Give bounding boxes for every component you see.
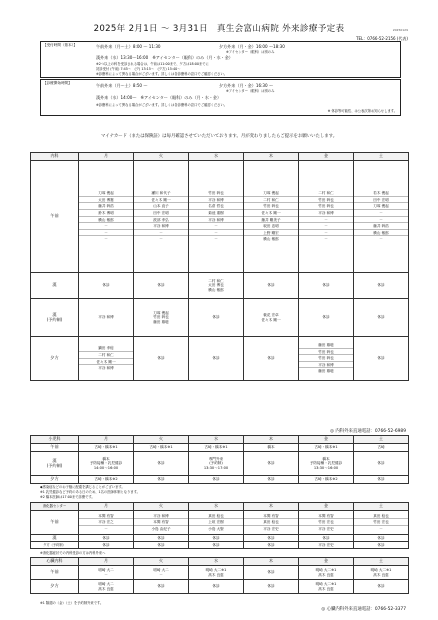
doctor-entry: 小島 由紀子 bbox=[151, 526, 171, 531]
reception-hours-box bbox=[40, 41, 401, 78]
gastro-kampo-fri: 休診 bbox=[299, 535, 354, 542]
gastro-kampo-thu: 休診 bbox=[244, 535, 299, 542]
doctor-entry: 休診 bbox=[267, 570, 275, 575]
gastro-eve-wed: 休診 bbox=[189, 542, 244, 549]
main-phone: TEL：0766-52-2156 (代表) bbox=[356, 36, 408, 41]
gastro-morning-thu bbox=[244, 511, 299, 535]
day-fri: 金 bbox=[299, 153, 354, 161]
cardio-eve-wed bbox=[189, 580, 244, 594]
doctor-entry: 明崎 大二 bbox=[98, 568, 114, 573]
consult-pm: 夕方外来（月・金）16:30 ～ bbox=[219, 83, 274, 88]
cardio-morning-tue bbox=[134, 566, 189, 580]
doctor-entry: 休診 bbox=[157, 356, 165, 361]
ped-eve-thu: 休診 bbox=[244, 476, 299, 484]
doctor-entry: － bbox=[299, 223, 353, 230]
ped-pm-wed: 専門外来 (予約制) 13:30～17:00 bbox=[189, 452, 244, 476]
doctor-entry: － bbox=[104, 572, 108, 577]
cardio-phone: ◎ 心臓内科外来直通電話：0766-52-3377 bbox=[321, 607, 406, 612]
doctor-entry: 平谷 宏之 bbox=[79, 519, 133, 526]
doctor-entry: 明崎 大二※1 bbox=[205, 568, 227, 573]
pediatrics-note-1: ◆感染症などのお子様に配慮を講じることがございます。 bbox=[40, 485, 125, 489]
day-sat: 土 bbox=[354, 436, 409, 444]
doctor-entry: 竹田 幹也 bbox=[299, 349, 353, 356]
ped-morning-mon: 古崎・橋本※1 bbox=[79, 444, 134, 452]
doctor-entry: 藤井 幹浩 bbox=[79, 203, 133, 210]
doctor-entry: 横山 敏郎 bbox=[208, 287, 224, 292]
doctor-entry: 休診 bbox=[377, 584, 385, 589]
dept-label: 心臓内科 bbox=[31, 558, 79, 566]
day-mon: 月 bbox=[79, 503, 134, 511]
evening-fri bbox=[299, 337, 354, 381]
evening-tue bbox=[134, 337, 189, 381]
special-wed: 休診 bbox=[189, 299, 244, 337]
cardio-header-row bbox=[31, 558, 409, 566]
reception-pm-note: ※アイセンター（眼科）は別のみ bbox=[226, 50, 275, 54]
gastro-morning-mon bbox=[79, 511, 134, 535]
cardio-eve-fri bbox=[299, 580, 354, 594]
doctor-entry: 休診 bbox=[267, 356, 275, 361]
doctor-entry: 刀塚 俊起 bbox=[79, 190, 133, 197]
cardio-morning-fri bbox=[299, 566, 354, 580]
gastro-header-row bbox=[31, 503, 409, 511]
ped-morning-fri: 古崎・橋本※1 bbox=[299, 444, 354, 452]
mynumber-notice: マイナカード（または保険証）は毎月確認させていただいております。月が変わりましたらご提示をお願いいたします。 bbox=[100, 134, 338, 139]
doctor-entry: － bbox=[159, 572, 163, 577]
ped-eve-mon: 古崎・橋本※2 bbox=[79, 476, 134, 484]
cardio-morning-sat bbox=[354, 566, 409, 580]
day-wed: 水 bbox=[189, 436, 244, 444]
doctor-entry: － bbox=[79, 223, 133, 230]
ped-pm-thu: 休診 bbox=[244, 452, 299, 476]
gastro-morning-tue bbox=[134, 511, 189, 535]
cardiology-table bbox=[30, 557, 409, 594]
reception-note-3: ※診療科によって異なる場合がございます。詳しくは各診療科の窓口でご確認ください。 bbox=[96, 72, 228, 76]
doctor-entry: 高木 良恵 bbox=[318, 586, 334, 591]
day-wed: 水 bbox=[189, 503, 244, 511]
consultation-hours-box bbox=[40, 79, 401, 116]
doctor-entry: 平谷 和博 bbox=[134, 223, 188, 230]
doctor-entry: － bbox=[79, 230, 133, 237]
internal-phone: ◎ 内科外来直通電話：0766-52-6989 bbox=[330, 429, 406, 434]
gastro-eve-tue: 休診 bbox=[134, 542, 189, 549]
day-sat: 土 bbox=[354, 503, 409, 511]
day-mon: 月 bbox=[79, 558, 134, 566]
doctor-entry: 太田 博也 bbox=[208, 283, 224, 288]
pediatrics-header-row bbox=[31, 436, 409, 444]
doctor-entry: 平谷 和博 bbox=[299, 362, 353, 369]
gastro-kampo-wed: 休診 bbox=[189, 535, 244, 542]
ped-morning-sat: 古崎 bbox=[354, 444, 409, 452]
doctor-entry: － bbox=[104, 237, 108, 242]
row-label: 午前 bbox=[31, 566, 79, 580]
doctor-entry: 平谷 宏史 bbox=[318, 526, 334, 531]
doctor-entry: 波部 孝弘 bbox=[134, 217, 188, 224]
doctor-entry: 二村 和仁 bbox=[299, 190, 353, 197]
doctor-entry: 本間 有智 bbox=[134, 519, 188, 526]
doctor-entry: 明崎 大二 bbox=[98, 582, 114, 587]
pediatrics-note-3: ※2 橋本医師は17:00まで診療です。 bbox=[40, 495, 95, 499]
doctor-entry: 瀬川 和代子 bbox=[134, 190, 188, 197]
doctor-entry: 鍋田 孝稔 bbox=[79, 345, 133, 352]
dept-label: 消化器センター bbox=[31, 503, 79, 511]
doctor-entry: 休診 bbox=[157, 584, 165, 589]
kampo-tue: 休診 bbox=[134, 273, 189, 299]
day-mon: 月 bbox=[79, 153, 134, 161]
gastro-evening-row bbox=[31, 542, 409, 549]
doctor-entry: － bbox=[214, 237, 218, 242]
doctor-entry: － bbox=[134, 230, 188, 237]
row-label: 夕方（予約制） bbox=[31, 542, 79, 549]
day-thu: 木 bbox=[244, 558, 299, 566]
row-label: 夕方 bbox=[31, 580, 79, 594]
doctor-entry: 明崎 大二※1 bbox=[315, 568, 337, 573]
morning-thu bbox=[244, 161, 299, 273]
ped-pm-tue: 休診 bbox=[134, 452, 189, 476]
special-tue bbox=[134, 299, 189, 337]
cardio-eve-mon bbox=[79, 580, 134, 594]
kampo-fri: 休診 bbox=[299, 273, 354, 299]
morning-sat bbox=[354, 161, 409, 273]
row-label: 漢 (予約制) bbox=[31, 452, 79, 476]
row-label: 漢 (予約制) bbox=[31, 299, 79, 337]
consult-kampo: 漢外来（水）14:00～ ※アイセンター（眼科）のみ（月・水・金） bbox=[96, 95, 222, 100]
day-wed: 水 bbox=[189, 558, 244, 566]
doctor-entry: － bbox=[299, 217, 353, 224]
evening-wed bbox=[189, 337, 244, 381]
gastro-kampo-tue: 休診 bbox=[134, 535, 189, 542]
internal-kampo-row bbox=[31, 273, 409, 299]
gastro-morning-fri bbox=[299, 511, 354, 535]
evening-thu bbox=[244, 337, 299, 381]
day-tue: 火 bbox=[134, 153, 189, 161]
doctor-entry: － bbox=[354, 217, 408, 224]
doctor-entry: 平谷 和博 bbox=[189, 197, 243, 204]
doctor-entry: 刀塚 俊起 bbox=[354, 203, 408, 210]
day-mon: 月 bbox=[79, 436, 134, 444]
doctor-entry: 藤田 雄聡 bbox=[318, 369, 334, 374]
doctor-entry: 竹田 宏也 bbox=[299, 519, 353, 526]
row-label: 午前 bbox=[31, 511, 79, 535]
doctor-entry: 坂田 忠明 bbox=[244, 223, 298, 230]
day-sat: 土 bbox=[354, 558, 409, 566]
ped-morning-thu: 橋本 bbox=[244, 444, 299, 452]
doctor-entry: 田中 宏明 bbox=[134, 210, 188, 217]
morning-mon bbox=[79, 161, 134, 273]
doctor-entry: － bbox=[159, 237, 163, 242]
cardio-note: ※1 隔週の（金）（土）を予約制外来です。 bbox=[40, 601, 104, 605]
doctor-entry: 高木 良恵 bbox=[98, 586, 114, 591]
row-label: 夕方 bbox=[31, 337, 79, 381]
day-fri: 金 bbox=[299, 503, 354, 511]
doctor-entry: 佐々木 剛一 bbox=[79, 359, 133, 366]
cardio-evening-row bbox=[31, 580, 409, 594]
doctor-entry: 休診 bbox=[212, 356, 220, 361]
consult-pm-note: ※アイセンター（眼科）は別のみ bbox=[226, 89, 275, 93]
day-sat: 土 bbox=[354, 153, 409, 161]
reception-pm: 夕方外来（月・金）16:00 ～18:30 bbox=[219, 44, 285, 49]
doctor-entry: 菊池 重樹 bbox=[189, 210, 243, 217]
internal-medicine-table bbox=[30, 152, 409, 381]
ped-morning-wed: 古崎・橋本※1 bbox=[189, 444, 244, 452]
internal-header-row bbox=[31, 153, 409, 161]
doctor-entry: 竹田 幹也 bbox=[299, 203, 353, 210]
page-title: 2025年 2月1日 ～ 3月31日 真生会富山病院 外来診療予定表 bbox=[93, 24, 345, 34]
doctor-entry: 明崎 大二 bbox=[153, 568, 169, 573]
day-tue: 火 bbox=[134, 503, 189, 511]
special-mon: 平谷 和博 bbox=[79, 299, 134, 337]
row-label: 夕方 bbox=[31, 476, 79, 484]
cardio-morning-thu bbox=[244, 566, 299, 580]
doctor-entry: 平谷 宏史 bbox=[263, 526, 279, 531]
doctor-entry: － bbox=[379, 237, 383, 242]
doctor-entry: 佐々木 剛一 bbox=[134, 197, 188, 204]
doctor-entry: 山本 直子 bbox=[134, 203, 188, 210]
gastro-eve-fri: 平谷 宏史 bbox=[299, 542, 354, 549]
gastro-eve-thu: 休診 bbox=[244, 542, 299, 549]
special-thu bbox=[244, 299, 299, 337]
doctor-entry: 萩花 宏卓 bbox=[263, 313, 279, 318]
doctor-entry: 平谷 和博 bbox=[134, 513, 188, 520]
doctor-entry: 横山 敏郎 bbox=[354, 230, 408, 237]
doctor-entry: 竹田 幹也 bbox=[153, 315, 169, 320]
doctor-entry: 刀塚 俊起 bbox=[244, 190, 298, 197]
doctor-entry: 刀塚 俊起 bbox=[153, 310, 169, 315]
morning-tue bbox=[134, 161, 189, 273]
row-label: 漢 bbox=[31, 535, 79, 542]
ped-eve-sat: 休診 bbox=[354, 476, 409, 484]
pediatrics-note-2: ※1 乳児健診など予約のある日のため、1名の医師体制となります。 bbox=[40, 490, 140, 494]
doctor-entry: 竹田 幹也 bbox=[299, 355, 353, 362]
consult-note-4: ※ 休診等可能性、は公表次第お知らせします。 bbox=[327, 109, 397, 113]
document-code: 20250129 bbox=[392, 28, 408, 32]
pediatrics-morning-row bbox=[31, 444, 409, 452]
day-thu: 木 bbox=[244, 153, 299, 161]
gastro-note: ※消化器症状での内科受診の方は内科外来へ bbox=[40, 551, 106, 555]
gastro-morning-wed bbox=[189, 511, 244, 535]
dept-label: 小児科 bbox=[31, 436, 79, 444]
internal-morning-row bbox=[31, 161, 409, 273]
internal-special-row bbox=[31, 299, 409, 337]
cardio-morning-mon bbox=[79, 566, 134, 580]
cardio-eve-tue bbox=[134, 580, 189, 594]
doctor-entry: 若木 俊起 bbox=[354, 190, 408, 197]
dept-label: 内科 bbox=[31, 153, 79, 161]
doctor-entry: 藤田 雄聡 bbox=[299, 342, 353, 349]
doctor-entry: 休診 bbox=[267, 584, 275, 589]
gastro-eve-mon: 休診 bbox=[79, 542, 134, 549]
day-wed: 水 bbox=[189, 153, 244, 161]
cardio-morning-wed bbox=[189, 566, 244, 580]
gastro-kampo-sat: 休診 bbox=[354, 535, 409, 542]
cardio-morning-row bbox=[31, 566, 409, 580]
doctor-entry: 佐々木 剛一 bbox=[244, 210, 298, 217]
ped-pm-fri: 橋本 予防接種・乳児健診 13:30～16:00 bbox=[299, 452, 354, 476]
gastro-kampo-row bbox=[31, 535, 409, 542]
reception-kampo: 漢外来（水）13:30～16:00 ※アイセンター（眼科）のみ（月・水・金） bbox=[96, 55, 233, 60]
row-label: 漢 bbox=[31, 273, 79, 299]
day-tue: 火 bbox=[134, 436, 189, 444]
reception-note-1: ※2つ以上の科を受診される場合は、午前は11:00まで、夕方は18:00までに bbox=[96, 62, 209, 66]
doctor-entry: － bbox=[189, 223, 243, 230]
kampo-thu: 休診 bbox=[244, 273, 299, 299]
special-fri: 休診 bbox=[299, 299, 354, 337]
doctor-entry: 上垣 宏樹 bbox=[189, 519, 243, 526]
doctor-entry: － bbox=[379, 526, 383, 531]
internal-evening-row bbox=[31, 337, 409, 381]
gastro-table bbox=[30, 502, 409, 549]
pediatrics-table bbox=[30, 435, 409, 484]
doctor-entry: 藤井 剛美子 bbox=[244, 217, 298, 224]
doctor-entry: 田中 宏明 bbox=[354, 197, 408, 204]
kampo-sat: 休診 bbox=[354, 273, 409, 299]
ped-eve-tue: 休診 bbox=[134, 476, 189, 484]
doctor-entry: － bbox=[354, 210, 408, 217]
gastro-morning-row bbox=[31, 511, 409, 535]
doctor-entry: 上野 剛宏 bbox=[244, 230, 298, 237]
doctor-entry: 平谷 和博 bbox=[299, 210, 353, 217]
day-tue: 火 bbox=[134, 558, 189, 566]
doctor-entry: 休診 bbox=[377, 356, 385, 361]
kampo-wed bbox=[189, 273, 244, 299]
gastro-kampo-mon: 休診 bbox=[79, 535, 134, 542]
day-thu: 木 bbox=[244, 503, 299, 511]
doctor-entry: 竹田 幹也 bbox=[299, 197, 353, 204]
doctor-entry: 二村 和仁 bbox=[244, 197, 298, 204]
pediatrics-evening-row bbox=[31, 476, 409, 484]
morning-fri bbox=[299, 161, 354, 273]
doctor-entry: 休診 bbox=[212, 584, 220, 589]
morning-wed bbox=[189, 161, 244, 273]
pediatrics-pm-row bbox=[31, 452, 409, 476]
doctor-entry: 鈴木 博明 bbox=[79, 210, 133, 217]
doctor-entry: 二村 和仁 bbox=[208, 278, 224, 283]
row-label: 午前 bbox=[31, 444, 79, 452]
doctor-entry: － bbox=[324, 237, 328, 242]
doctor-entry: 藤井 幹浩 bbox=[354, 223, 408, 230]
doctor-entry: － bbox=[299, 230, 353, 237]
doctor-entry: 本間 有智 bbox=[299, 513, 353, 520]
gastro-eve-sat: 休診 bbox=[354, 542, 409, 549]
ped-eve-fri: 古崎・橋本※2 bbox=[299, 476, 354, 484]
doctor-entry: 高木 良恵 bbox=[373, 572, 389, 577]
doctor-entry: 竹田 宏也 bbox=[354, 519, 408, 526]
doctor-entry: 横山 敏郎 bbox=[263, 237, 279, 242]
doctor-entry: － bbox=[104, 526, 108, 531]
doctor-entry: 本間 有智 bbox=[79, 513, 133, 520]
row-label: 午前 bbox=[31, 161, 79, 273]
consult-label: 【診療開始時間】 bbox=[43, 81, 72, 85]
cardio-eve-thu bbox=[244, 580, 299, 594]
doctor-entry: 横山 敏郎 bbox=[79, 217, 133, 224]
day-thu: 木 bbox=[244, 436, 299, 444]
doctor-entry: 平谷 和博 bbox=[98, 366, 114, 371]
doctor-entry: － bbox=[189, 230, 243, 237]
reception-label: 【受付時間（基本）】 bbox=[43, 43, 78, 47]
doctor-entry: 佐々木 剛一 bbox=[261, 317, 281, 322]
ped-morning-tue: 古崎・橋本※1 bbox=[134, 444, 189, 452]
doctor-entry: 竹田 幹也 bbox=[189, 190, 243, 197]
doctor-entry: 平谷 和博 bbox=[189, 217, 243, 224]
reception-am: 午前外来（月～土）8:00 ～ 11:30 bbox=[96, 44, 161, 49]
doctor-entry: 本間 有智 bbox=[244, 513, 298, 520]
reception-note-2: 初診受付 (午前) 7:45～ (夕) 13:15～ (夕方) 15:40～ bbox=[96, 67, 181, 71]
day-fri: 金 bbox=[299, 436, 354, 444]
doctor-entry: 高木 良恵 bbox=[318, 572, 334, 577]
consult-note-3: ※診療科によって異なる場合がございます。詳しくは各診療科の窓口でご確認ください。 bbox=[96, 103, 228, 107]
doctor-entry: 高木 良恵 bbox=[208, 572, 224, 577]
doctor-entry: 真田 稔也 bbox=[189, 513, 243, 520]
doctor-entry: 小島 大聖 bbox=[208, 526, 224, 531]
ped-eve-wed: 休診 bbox=[189, 476, 244, 484]
ped-pm-mon: 橋本 予防接種・乳児健診 14:00～16:00 bbox=[79, 452, 134, 476]
doctor-entry: 藤田 雄聡 bbox=[153, 319, 169, 324]
ped-pm-sat: 休診 bbox=[354, 452, 409, 476]
evening-sat bbox=[354, 337, 409, 381]
doctor-entry: 明崎 大二※1 bbox=[370, 568, 392, 573]
day-fri: 金 bbox=[299, 558, 354, 566]
consult-am: 午前外来（月～土）8:50 ～ bbox=[96, 83, 148, 88]
doctor-entry: 名倉 哲也 bbox=[189, 203, 243, 210]
doctor-entry: 竹田 幹也 bbox=[244, 203, 298, 210]
doctor-entry: 太田 博憲 bbox=[79, 197, 133, 204]
evening-mon bbox=[79, 337, 134, 381]
kampo-mon: 休診 bbox=[79, 273, 134, 299]
special-sat: 休診 bbox=[354, 299, 409, 337]
doctor-entry: 真田 稔也 bbox=[244, 519, 298, 526]
doctor-entry: 二村 和仁 bbox=[79, 352, 133, 359]
gastro-morning-sat bbox=[354, 511, 409, 535]
cardio-eve-sat bbox=[354, 580, 409, 594]
doctor-entry: 真田 稔也 bbox=[354, 513, 408, 520]
doctor-entry: 明崎 大二※1 bbox=[315, 582, 337, 587]
